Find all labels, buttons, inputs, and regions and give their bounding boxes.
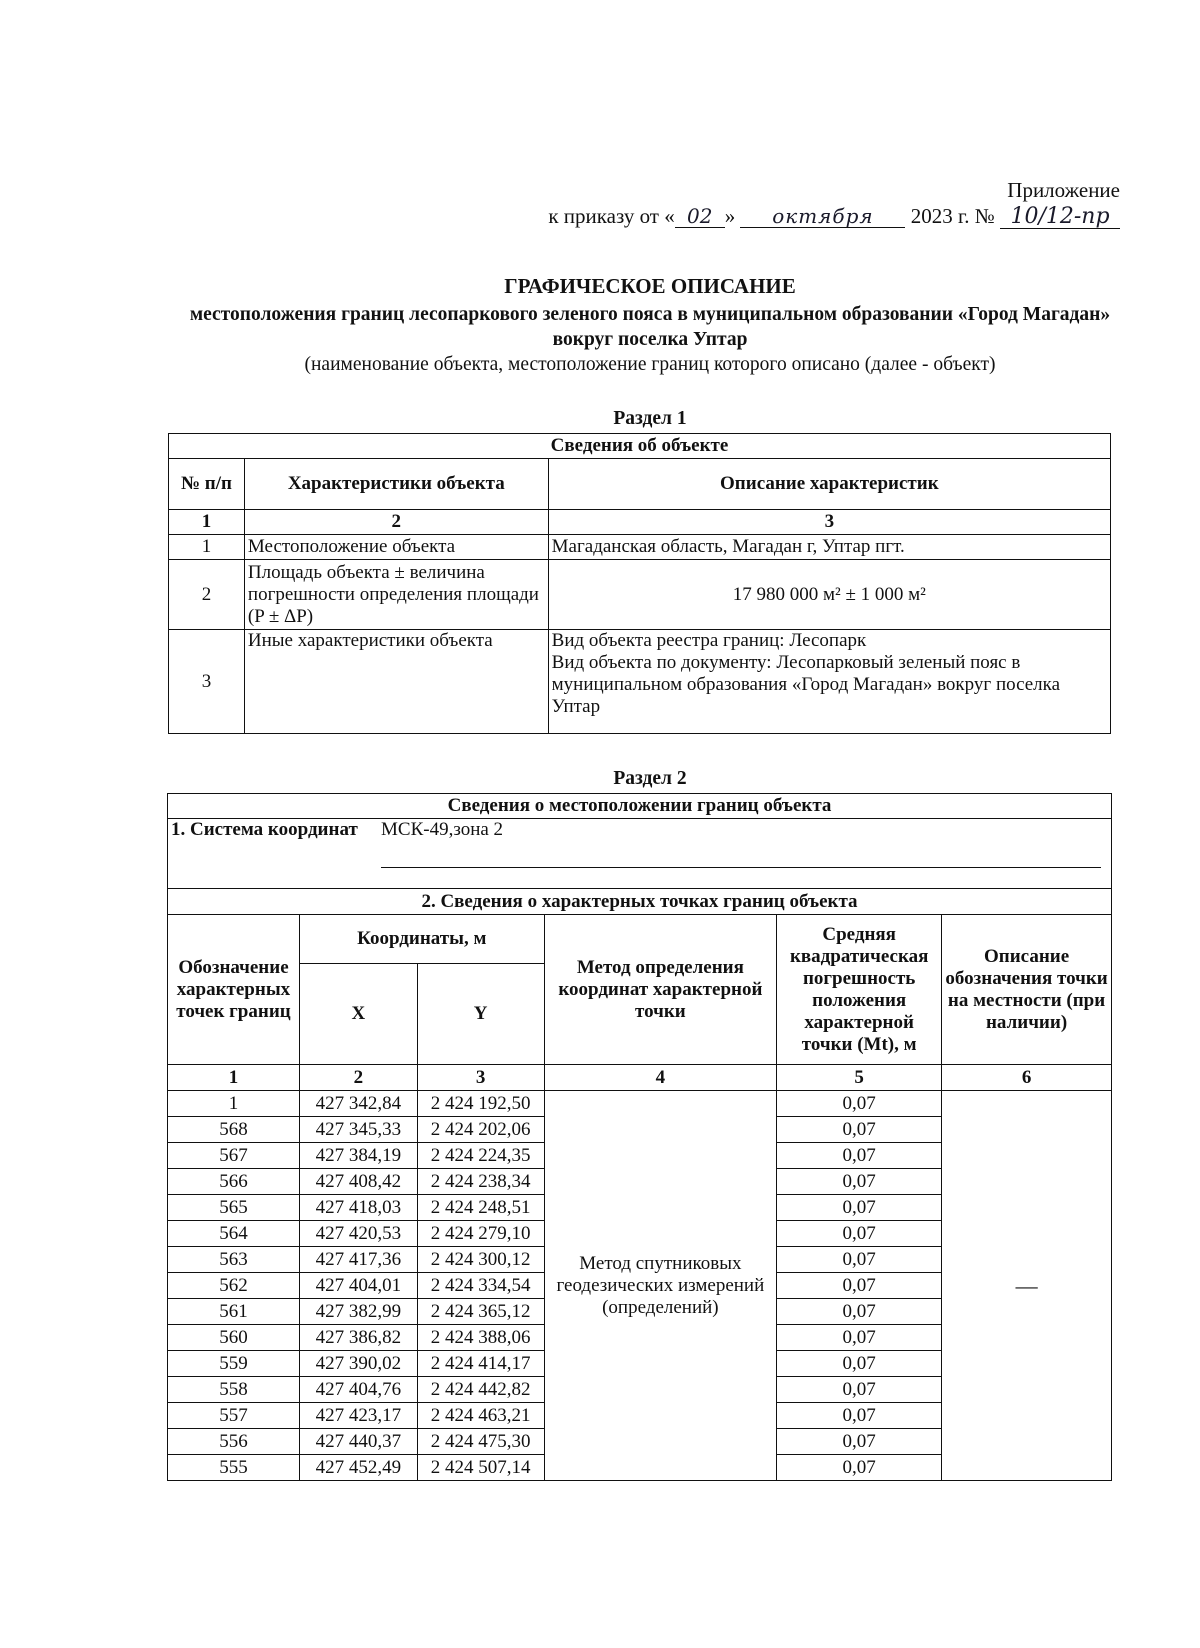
order-reference <box>0 204 1120 229</box>
point-y: 2 424 475,30 <box>417 1429 544 1455</box>
header-x: X <box>299 964 417 1065</box>
point-mean-error: 0,07 <box>777 1169 942 1195</box>
coord-system-value: МСК-49,зона 2 <box>381 819 504 840</box>
point-y: 2 424 414,17 <box>417 1351 544 1377</box>
point-mean-error: 0,07 <box>777 1429 942 1455</box>
point-y: 2 424 238,34 <box>417 1169 544 1195</box>
point-mean-error: 0,07 <box>777 1091 942 1117</box>
point-x: 427 345,33 <box>299 1117 417 1143</box>
coord-system-cell <box>168 819 1112 889</box>
header-y: Y <box>417 964 544 1065</box>
header-number: № п/п <box>169 459 245 510</box>
point-x: 427 418,03 <box>299 1195 417 1221</box>
point-id: 558 <box>168 1377 300 1403</box>
document-title: ГРАФИЧЕСКОЕ ОПИСАНИЕ <box>504 274 796 298</box>
col-number: 2 <box>299 1065 417 1091</box>
point-id: 567 <box>168 1143 300 1169</box>
point-mean-error: 0,07 <box>777 1325 942 1351</box>
point-mean-error: 0,07 <box>777 1117 942 1143</box>
point-x: 427 384,19 <box>299 1143 417 1169</box>
section1-table-title: Сведения об объекте <box>169 434 1111 459</box>
row-number: 2 <box>169 560 245 630</box>
order-year: 2023 г. № <box>910 204 995 228</box>
row-description: 17 980 000 м² ± 1 000 м² <box>548 560 1110 630</box>
section1-label: Раздел 1 <box>613 408 687 429</box>
point-id: 561 <box>168 1299 300 1325</box>
point-x: 427 417,36 <box>299 1247 417 1273</box>
point-x: 427 440,37 <box>299 1429 417 1455</box>
point-y: 2 424 192,50 <box>417 1091 544 1117</box>
point-id: 563 <box>168 1247 300 1273</box>
appendix-label: Приложение <box>1007 178 1120 202</box>
table-row <box>169 560 1111 630</box>
point-x: 427 423,17 <box>299 1403 417 1429</box>
point-method: Метод спутниковых геодезических измерений (определений) <box>544 1091 777 1481</box>
point-y: 2 424 388,06 <box>417 1325 544 1351</box>
order-prefix: к приказу от « <box>548 204 675 228</box>
header-mean-error: Средняя квадратическая погрешность положения характерной точки (Mt), м <box>777 915 942 1065</box>
row-characteristic: Иные характеристики объекта <box>244 630 548 734</box>
point-x: 427 408,42 <box>299 1169 417 1195</box>
point-x: 427 420,53 <box>299 1221 417 1247</box>
col-number: 3 <box>417 1065 544 1091</box>
point-id: 559 <box>168 1351 300 1377</box>
point-id: 557 <box>168 1403 300 1429</box>
point-y: 2 424 442,82 <box>417 1377 544 1403</box>
point-id: 562 <box>168 1273 300 1299</box>
col-number: 1 <box>169 510 245 535</box>
point-mean-error: 0,07 <box>777 1221 942 1247</box>
table-row <box>169 535 1111 560</box>
point-mean-error: 0,07 <box>777 1273 942 1299</box>
point-x: 427 390,02 <box>299 1351 417 1377</box>
boundary-points-table <box>167 793 1112 1481</box>
point-mean-error: 0,07 <box>777 1403 942 1429</box>
order-number-handwritten: 10/12-пр <box>1000 206 1120 229</box>
point-x: 427 386,82 <box>299 1325 417 1351</box>
point-mean-error: 0,07 <box>777 1195 942 1221</box>
points-section-title: 2. Сведения о характерных точках границ объекта <box>168 889 1112 915</box>
point-mean-error: 0,07 <box>777 1299 942 1325</box>
order-mid: » <box>724 204 736 228</box>
col-number: 3 <box>548 510 1110 535</box>
header-point-designation: Обозначение характерных точек границ <box>168 915 300 1065</box>
point-id: 555 <box>168 1455 300 1481</box>
document-caption: (наименование объекта, местоположение границ которого описано (далее - объект) <box>304 354 996 375</box>
point-id: 568 <box>168 1117 300 1143</box>
row-description: Магаданская область, Магадан г, Уптар пгт. <box>548 535 1110 560</box>
row-description <box>548 630 1110 734</box>
section2-table-title: Сведения о местоположении границ объекта <box>168 794 1112 819</box>
row-characteristic: Местоположение объекта <box>244 535 548 560</box>
point-description: — <box>942 1091 1112 1481</box>
col-number: 6 <box>942 1065 1112 1091</box>
point-mean-error: 0,07 <box>777 1455 942 1481</box>
document-subtitle: местоположения границ лесопаркового зеленого пояса в муниципальном образовании «Город Магадан» вокруг поселка Уптар <box>189 304 1111 350</box>
coord-system-underline <box>381 841 1101 868</box>
row-description-line: Вид объекта реестра границ: Лесопарк <box>551 630 867 651</box>
order-day-handwritten: 02 <box>675 205 725 228</box>
point-y: 2 424 365,12 <box>417 1299 544 1325</box>
col-number: 1 <box>168 1065 300 1091</box>
point-x: 427 404,01 <box>299 1273 417 1299</box>
point-x: 427 382,99 <box>299 1299 417 1325</box>
row-description-line: Вид объекта по документу: Лесопарковый зеленый пояс в муниципальном образования «Город Магадан» вокруг поселка Уптар <box>551 652 1061 717</box>
point-x: 427 452,49 <box>299 1455 417 1481</box>
table-row <box>169 630 1111 734</box>
row-number: 3 <box>169 630 245 734</box>
section2-label: Раздел 2 <box>613 768 687 789</box>
col-number: 2 <box>244 510 548 535</box>
point-y: 2 424 279,10 <box>417 1221 544 1247</box>
point-y: 2 424 334,54 <box>417 1273 544 1299</box>
header-characteristic: Характеристики объекта <box>244 459 548 510</box>
point-y: 2 424 507,14 <box>417 1455 544 1481</box>
point-y: 2 424 248,51 <box>417 1195 544 1221</box>
point-id: 565 <box>168 1195 300 1221</box>
point-mean-error: 0,07 <box>777 1247 942 1273</box>
point-x: 427 404,76 <box>299 1377 417 1403</box>
table-row <box>168 1091 1112 1117</box>
coord-system-field <box>381 819 1111 868</box>
point-x: 427 342,84 <box>299 1091 417 1117</box>
point-id: 1 <box>168 1091 300 1117</box>
point-mean-error: 0,07 <box>777 1351 942 1377</box>
col-number: 5 <box>777 1065 942 1091</box>
point-id: 560 <box>168 1325 300 1351</box>
point-id: 556 <box>168 1429 300 1455</box>
header-coordinates: Координаты, м <box>299 915 544 964</box>
row-number: 1 <box>169 535 245 560</box>
point-y: 2 424 463,21 <box>417 1403 544 1429</box>
col-number: 4 <box>544 1065 777 1091</box>
point-y: 2 424 300,12 <box>417 1247 544 1273</box>
point-id: 566 <box>168 1169 300 1195</box>
point-mean-error: 0,07 <box>777 1143 942 1169</box>
header-description: Описание характеристик <box>548 459 1110 510</box>
point-y: 2 424 202,06 <box>417 1117 544 1143</box>
header-method: Метод определения координат характерной точки <box>544 915 777 1065</box>
point-mean-error: 0,07 <box>777 1377 942 1403</box>
point-id: 564 <box>168 1221 300 1247</box>
point-y: 2 424 224,35 <box>417 1143 544 1169</box>
object-info-table <box>168 433 1111 734</box>
header-point-description: Описание обозначения точки на местности (при наличии) <box>942 915 1112 1065</box>
order-month-handwritten: октября <box>740 205 905 228</box>
row-characteristic: Площадь объекта ± величина погрешности определения площади (P ± ΔP) <box>244 560 548 630</box>
coord-system-label: 1. Система координат <box>171 819 358 840</box>
